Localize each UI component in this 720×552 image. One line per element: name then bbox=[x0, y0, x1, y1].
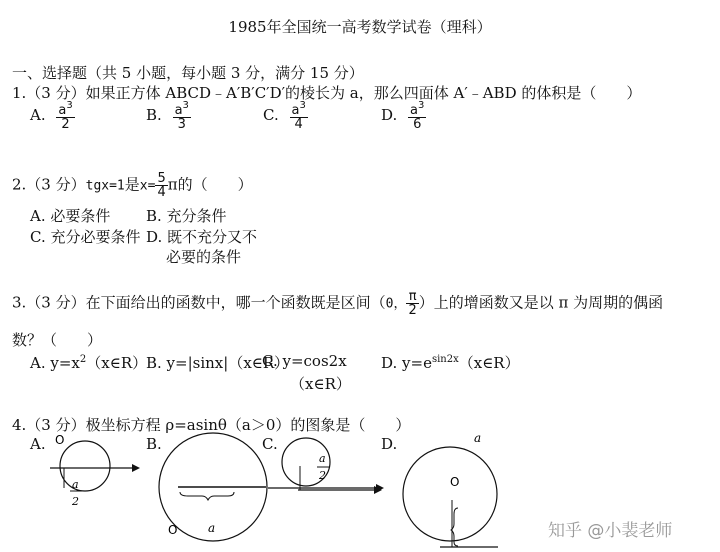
question-3-stem-cont: 数？（ ） bbox=[12, 331, 103, 349]
a-label: a bbox=[72, 478, 79, 491]
q1-option-b bbox=[146, 101, 191, 131]
q3-option-b: B. y=|sinx|（x∈R） bbox=[146, 354, 290, 372]
axis-arrow bbox=[268, 480, 388, 496]
fraction: $\frac{a^3}{6}$ bbox=[410, 100, 425, 132]
q3-option-c: C. y=cos2x bbox=[262, 352, 347, 370]
a-label: a bbox=[474, 431, 482, 445]
option-label: D. bbox=[381, 106, 398, 124]
fraction: $\frac{a^3}{4}$ bbox=[291, 100, 306, 132]
figure-option-d bbox=[398, 428, 504, 552]
q2-option-a: A. 必要条件 bbox=[30, 207, 111, 225]
q4-label-a: A. bbox=[30, 435, 46, 453]
a-label: a bbox=[208, 521, 216, 535]
q2-option-d: D. 既不充分又不 bbox=[146, 228, 258, 246]
question-4-stem: 4.（3 分）极坐标方程 ρ=asinθ（a＞0）的图象是（ ） bbox=[12, 416, 411, 434]
q4-label-c: C. bbox=[262, 435, 278, 453]
two-label: 2 bbox=[72, 495, 79, 508]
q2-option-d-cont: 必要的条件 bbox=[166, 248, 242, 266]
watermark: 知乎 @小裴老师 bbox=[548, 521, 673, 541]
arrowhead bbox=[132, 464, 140, 472]
q1-option-c bbox=[263, 101, 308, 131]
origin-label: O bbox=[450, 475, 460, 489]
circle bbox=[60, 441, 110, 491]
fraction: $\frac{\pi}{2}$ bbox=[408, 289, 417, 318]
two-label: 2 bbox=[319, 469, 326, 482]
origin-label: O bbox=[168, 523, 178, 537]
question-1-stem: 1.（3 分）如果正方体 ABCD﹣A′B′C′D′的棱长为 a，那么四面体 A′﹣ABD 的体积是（ ） bbox=[12, 84, 642, 102]
origin-label: O bbox=[55, 433, 65, 447]
q3-option-a: A. $y=x^2(x\in R)$ bbox=[30, 354, 148, 372]
q2-option-c: C. 充分必要条件 bbox=[30, 228, 141, 246]
option-label: C. bbox=[263, 106, 279, 124]
question-2-stem: 2.（3 分）tgx=1是x= $\frac{5}{4}$ π的（ ） bbox=[12, 171, 253, 200]
q3-option-d: D. $y=e^{sin2x}(x\in R)$ bbox=[381, 354, 520, 372]
q1-option-a bbox=[30, 101, 75, 131]
circle bbox=[403, 447, 497, 541]
fraction: $\frac{5}{4}$ bbox=[157, 171, 166, 200]
exam-title: 1985年全国统一高考数学试卷（理科） bbox=[228, 18, 492, 36]
figure-option-b bbox=[158, 430, 270, 552]
question-3-stem: 3.（3 分）在下面给出的函数中，哪一个函数既是区间（0， $\frac{\pi}{2}$ ）上的增函数又是以 π 为周期的偶函 bbox=[12, 289, 664, 318]
figure-option-a bbox=[40, 428, 145, 528]
fraction: $\frac{a^3}{2}$ bbox=[58, 100, 73, 132]
option-label: B. bbox=[146, 106, 162, 124]
arrowhead bbox=[376, 484, 384, 492]
section-heading: 一、选择题（共 5 小题，每小题 3 分，满分 15 分） bbox=[12, 64, 364, 82]
brace bbox=[180, 492, 234, 500]
q3-option-c-cont: （x∈R） bbox=[290, 375, 351, 393]
a-label: a bbox=[319, 452, 326, 465]
q1-option-d bbox=[381, 101, 426, 131]
q4-label-d: D. bbox=[381, 435, 398, 453]
q4-label-b: B. bbox=[146, 435, 162, 453]
fraction: $\frac{a^3}{3}$ bbox=[174, 100, 189, 132]
option-label: A. bbox=[30, 106, 46, 124]
q2-option-b: B. 充分条件 bbox=[146, 207, 227, 225]
